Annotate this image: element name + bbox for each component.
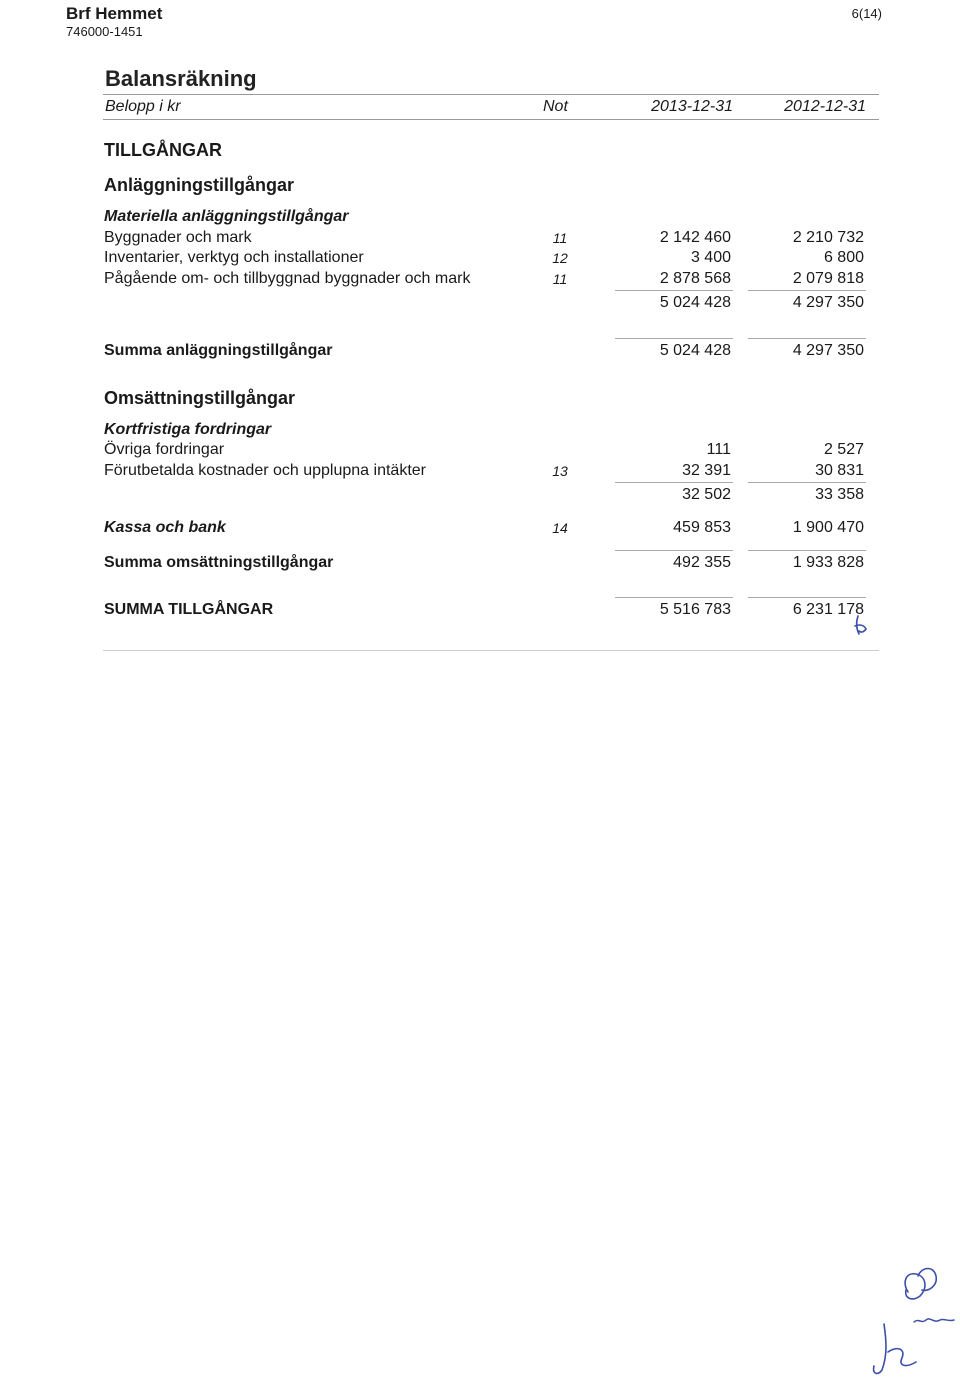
organization-name: Brf Hemmet [66,4,163,23]
kortfristiga-subtotal-line-2012 [748,482,866,483]
summa-tillgangar-2013: 5 516 783 [659,601,731,618]
grand-total-line-2012 [748,597,866,598]
row-value-2012-pagaende: 2 079 818 [792,270,864,287]
section-tillgangar: TILLGÅNGAR [104,140,222,160]
row-value-2013-ovriga: 111 [706,441,731,458]
kortfristiga-subtotal-line-2013 [615,482,733,483]
row-label-byggnader: Byggnader och mark [104,229,252,246]
column-header-year2: 2012-12-31 [784,98,866,115]
omsattning-total-line-2013 [615,550,733,551]
omsattning-total-line-2012 [748,550,866,551]
statement-title: Balansräkning [105,66,257,91]
row-note-forutbetalda: 13 [552,463,568,479]
subtotal-line-2012 [748,290,866,291]
row-value-2013-pagaende: 2 878 568 [659,270,731,287]
row-value-2013-forutbetalda: 32 391 [682,462,731,479]
row-label-summa-tillgangar: SUMMA TILLGÅNGAR [104,601,274,618]
row-value-2012-ovriga: 2 527 [823,441,864,458]
row-value-2012-byggnader: 2 210 732 [792,229,864,246]
row-label-pagaende: Pågående om- och tillbyggnad byggnader och mark [104,270,471,287]
row-note-pagaende: 11 [552,271,568,287]
total-line-2013 [615,338,733,339]
row-note-inventarier: 12 [552,250,568,266]
summa-omsattning-2012: 1 933 828 [792,554,864,571]
row-label-ovriga: Övriga fordringar [104,441,225,458]
section-anlaggningstillgangar: Anläggningstillgångar [104,175,295,195]
row-label-summa-anlaggning: Summa anläggningstillgångar [104,342,333,359]
row-value-2013-byggnader: 2 142 460 [659,229,731,246]
materiella-subtotal-2012: 4 297 350 [792,294,864,311]
materiella-subtotal-2013: 5 024 428 [659,294,731,311]
row-note-byggnader: 11 [552,230,568,246]
title-rule [103,94,879,95]
column-header-amount: Belopp i kr [105,98,181,115]
row-label-summa-omsattning: Summa omsättningstillgångar [104,554,334,571]
summa-tillgangar-2012: 6 231 178 [792,601,864,618]
row-value-2013-kassa: 459 853 [673,519,731,536]
subsection-materiella: Materiella anläggningstillgångar [104,208,349,225]
subtotal-line-2013 [615,290,733,291]
footer-rule [103,650,879,651]
column-header-year1: 2013-12-31 [651,98,733,115]
initials-mark [850,612,880,638]
row-label-kassa: Kassa och bank [104,519,226,536]
row-value-2012-kassa: 1 900 470 [792,519,864,536]
row-value-2012-forutbetalda: 30 831 [815,462,864,479]
row-value-2012-inventarier: 6 800 [823,249,864,266]
summa-omsattning-2013: 492 355 [673,554,731,571]
organization-number: 746000-1451 [66,24,143,39]
row-label-forutbetalda: Förutbetalda kostnader och upplupna intäkter [104,462,426,479]
kortfristiga-subtotal-2012: 33 358 [815,486,864,503]
handwritten-signature-2 [866,1318,926,1382]
page-number: 6(14) [851,6,882,21]
section-omsattningstillgangar: Omsättningstillgångar [104,388,296,408]
kortfristiga-subtotal-2013: 32 502 [682,486,731,503]
grand-total-line-2013 [615,597,733,598]
summa-anlaggning-2012: 4 297 350 [792,342,864,359]
total-line-2012 [748,338,866,339]
subsection-kortfristiga: Kortfristiga fordringar [104,421,272,438]
row-label-inventarier: Inventarier, verktyg och installationer [104,249,364,266]
header-rule [103,119,879,120]
column-header-note: Not [543,98,568,115]
row-note-kassa: 14 [552,520,568,536]
summa-anlaggning-2013: 5 024 428 [659,342,731,359]
row-value-2013-inventarier: 3 400 [690,249,731,266]
